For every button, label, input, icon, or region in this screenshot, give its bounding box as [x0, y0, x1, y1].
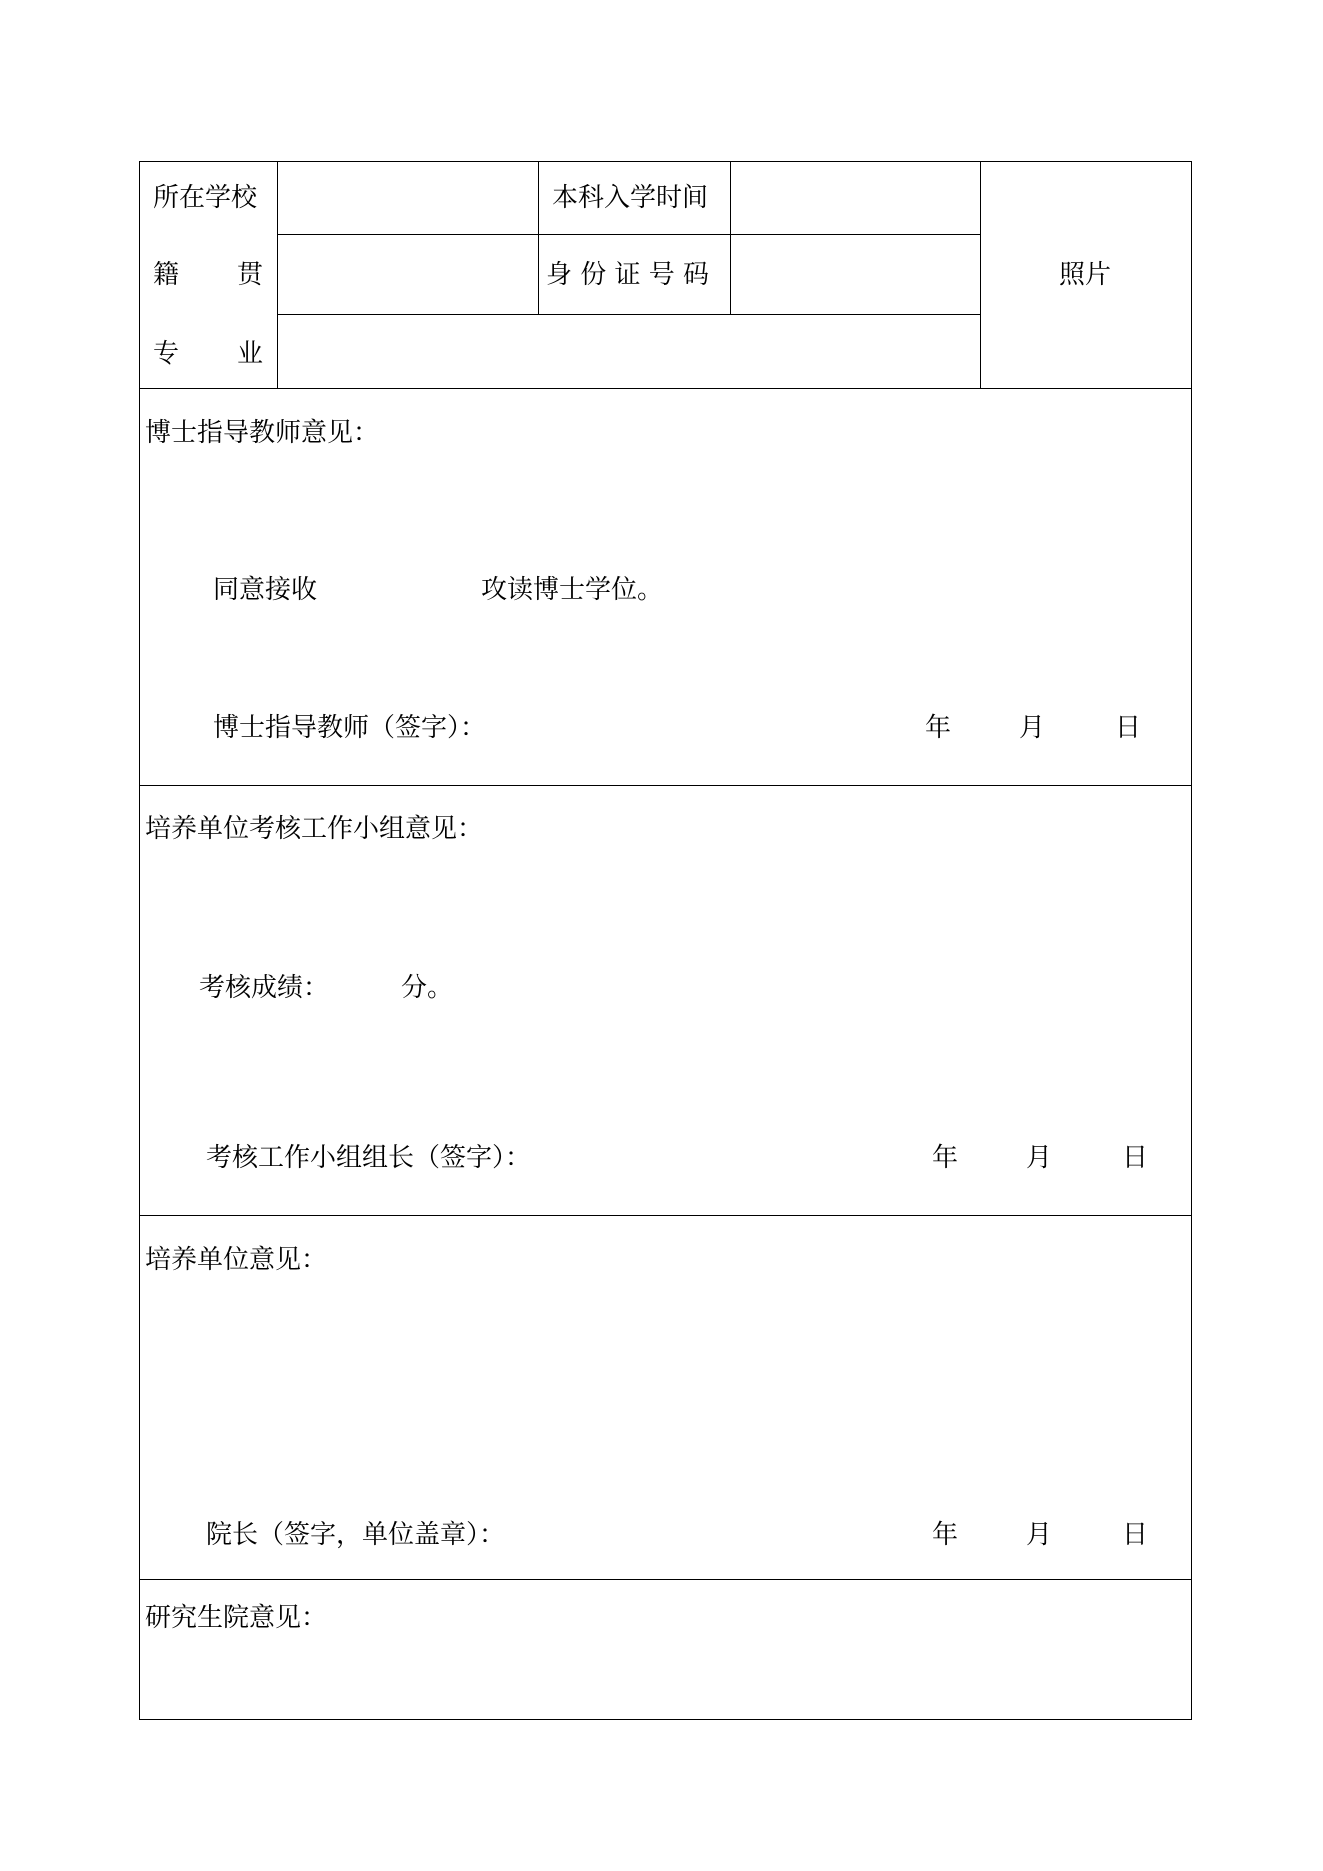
unit-month: 月	[1026, 1520, 1053, 1550]
photo-box[interactable]	[982, 163, 1190, 387]
unit-title: 培养单位意见：	[145, 1245, 328, 1275]
origin-field[interactable]	[279, 236, 537, 313]
school-field[interactable]	[279, 163, 537, 233]
unit-day: 日	[1122, 1520, 1149, 1550]
committee-title: 培养单位考核工作小组意见：	[145, 814, 484, 844]
advisor-agree-suffix: 攻读博士学位。	[481, 575, 664, 605]
photo-label: 照片	[1059, 260, 1112, 290]
committee-day: 日	[1122, 1143, 1149, 1173]
divider	[538, 162, 539, 315]
advisor-day: 日	[1115, 713, 1142, 743]
major-field[interactable]	[279, 316, 979, 387]
divider	[140, 785, 1191, 786]
major-label-char-2: 业	[236, 339, 263, 369]
advisor-month: 月	[1019, 713, 1046, 743]
enroll-field[interactable]	[732, 163, 979, 233]
id-label: 身 份 证 号 码	[546, 260, 710, 290]
major-label-char-1: 专	[153, 339, 180, 369]
committee-month: 月	[1026, 1143, 1053, 1173]
divider	[140, 1579, 1191, 1580]
origin-label-char-1: 籍	[153, 260, 180, 290]
graduate-title: 研究生院意见：	[145, 1603, 328, 1633]
origin-label	[153, 259, 263, 291]
major-label	[153, 338, 263, 370]
divider	[277, 314, 980, 315]
divider	[140, 388, 1191, 389]
id-field[interactable]	[732, 236, 979, 313]
committee-score-prefix: 考核成绩：	[199, 973, 330, 1003]
enroll-label: 本科入学时间	[552, 183, 709, 213]
unit-sign-label: 院长（签字，单位盖章）：	[206, 1520, 506, 1550]
advisor-sign-label: 博士指导教师（签字）：	[213, 713, 487, 743]
advisor-year: 年	[925, 713, 952, 743]
divider	[730, 162, 731, 315]
unit-year: 年	[932, 1520, 959, 1550]
advisor-title: 博士指导教师意见：	[145, 418, 380, 448]
divider	[140, 1215, 1191, 1216]
committee-year: 年	[932, 1143, 959, 1173]
origin-label-char-2: 贯	[236, 260, 263, 290]
committee-sign-label: 考核工作小组组长（签字）：	[206, 1143, 532, 1173]
divider	[980, 162, 981, 389]
committee-score-suffix: 分。	[401, 973, 454, 1003]
divider	[277, 162, 278, 389]
advisor-agree-prefix: 同意接收	[213, 575, 318, 605]
school-label: 所在学校	[153, 183, 258, 213]
divider	[277, 234, 980, 235]
application-form	[139, 161, 1192, 1720]
